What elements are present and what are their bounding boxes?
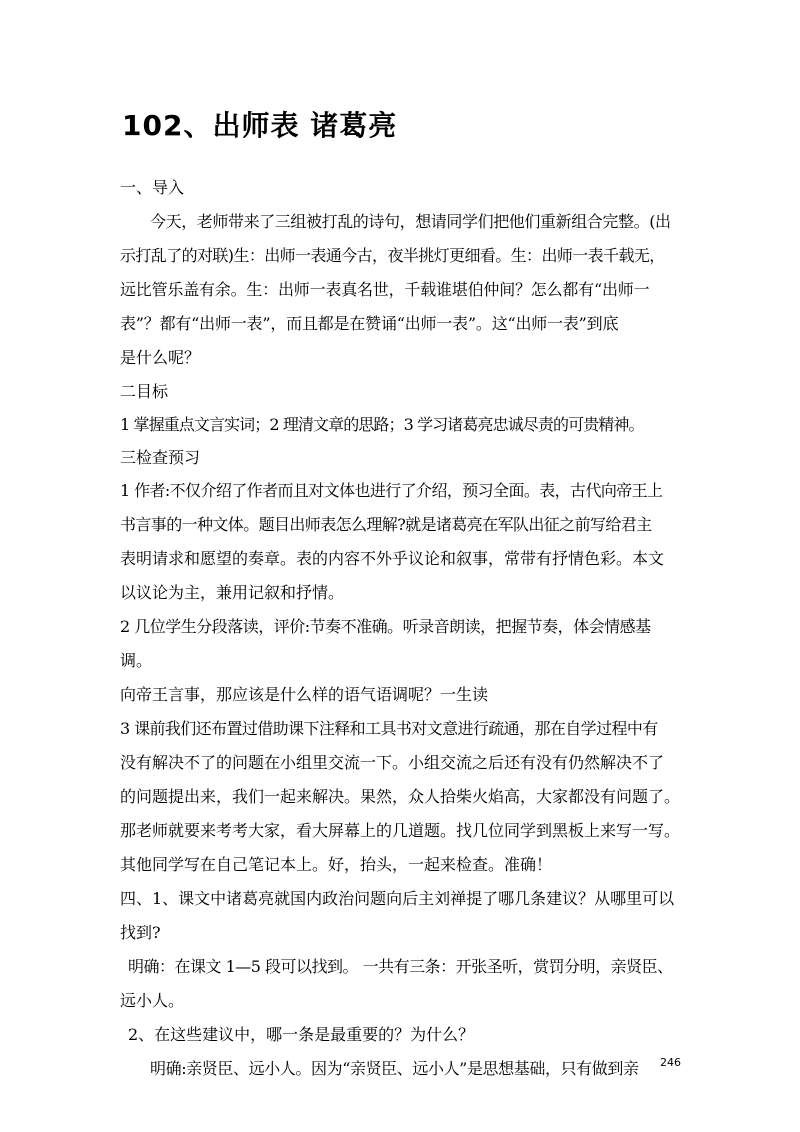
paragraph-line: 远比管乐盖有余。生：出师一表真名世，千载谁堪伯仲间？怎么都有“出师一 xyxy=(120,280,650,299)
paragraph-line: 1 掌握重点文言实词；2 理清文章的思路；3 学习诸葛亮忠诚尽责的可贵精神。 xyxy=(120,415,644,434)
section-heading-intro: 一、导入 xyxy=(120,178,185,197)
section-heading-preview: 三检查预习 xyxy=(120,448,201,467)
paragraph-line: 的问题提出来，我们一起来解决。果然，众人拾柴火焰高，大家都没有问题了。 xyxy=(120,787,681,806)
paragraph-line: 2 几位学生分段落读，评价:节奏不准确。听录音朗读，把握节奏，体会情感基 xyxy=(120,617,651,636)
paragraph-line: 以议论为主，兼用记叙和抒情。 xyxy=(120,583,345,602)
paragraph-line: 那老师就要来考考大家，看大屏幕上的几道题。找几位同学到黑板上来写一写。 xyxy=(120,821,681,840)
paragraph-line: 书言事的一种文体。题目出师表怎么理解?就是诸葛亮在军队出征之前写给君主 xyxy=(120,515,652,534)
paragraph-line: 示打乱了的对联)生：出师一表通今古，夜半挑灯更细看。生：出师一表千载无， xyxy=(120,246,665,265)
answer-line: 明确:亲贤臣、远小人。因为“亲贤臣、远小人”是思想基础，只有做到亲 xyxy=(150,1059,639,1078)
page-title: 102、出师表 诸葛亮 xyxy=(122,109,398,142)
page-number: 246 xyxy=(660,1056,681,1069)
paragraph-line: 今天，老师带来了三组被打乱的诗句，想请同学们把他们重新组合完整。(出 xyxy=(150,212,671,231)
paragraph-line: 表明请求和愿望的奏章。表的内容不外乎议论和叙事，常带有抒情色彩。本文 xyxy=(120,549,665,568)
paragraph-line: 没有解决不了的问题在小组里交流一下。小组交流之后还有没有仍然解决不了 xyxy=(120,753,665,772)
paragraph-line: 3 课前我们还布置过借助课下注释和工具书对文意进行疏通，那在自学过程中有 xyxy=(120,719,658,738)
answer-line: 明确：在课文 1—5 段可以找到。 一共有三条：开张圣听，赏罚分明，亲贤臣、 xyxy=(128,957,673,976)
section-heading-goals: 二目标 xyxy=(120,382,169,401)
question-line: 找到? xyxy=(120,923,161,942)
paragraph-line: 表”？都有“出师一表”，而且都是在赞诵“出师一表”。这“出师一表”到底 xyxy=(120,314,619,333)
paragraph-line: 其他同学写在自己笔记本上。好，抬头，一起来检查。准确！ xyxy=(120,855,553,874)
paragraph-line: 是什么呢？ xyxy=(120,348,201,367)
answer-line: 远小人。 xyxy=(120,991,185,1010)
paragraph-line: 调。 xyxy=(120,651,153,670)
question-line: 四、1、课文中诸葛亮就国内政治问题向后主刘禅提了哪几条建议？从哪里可以 xyxy=(120,889,675,908)
paragraph-line: 向帝王言事，那应该是什么样的语气语调呢？一生读 xyxy=(120,685,489,704)
paragraph-line: 1 作者:不仅介绍了作者而且对文体也进行了介绍，预习全面。表，古代向帝王上 xyxy=(120,481,663,500)
question-line: 2、在这些建议中，哪一条是最重要的？为什么？ xyxy=(128,1025,475,1044)
